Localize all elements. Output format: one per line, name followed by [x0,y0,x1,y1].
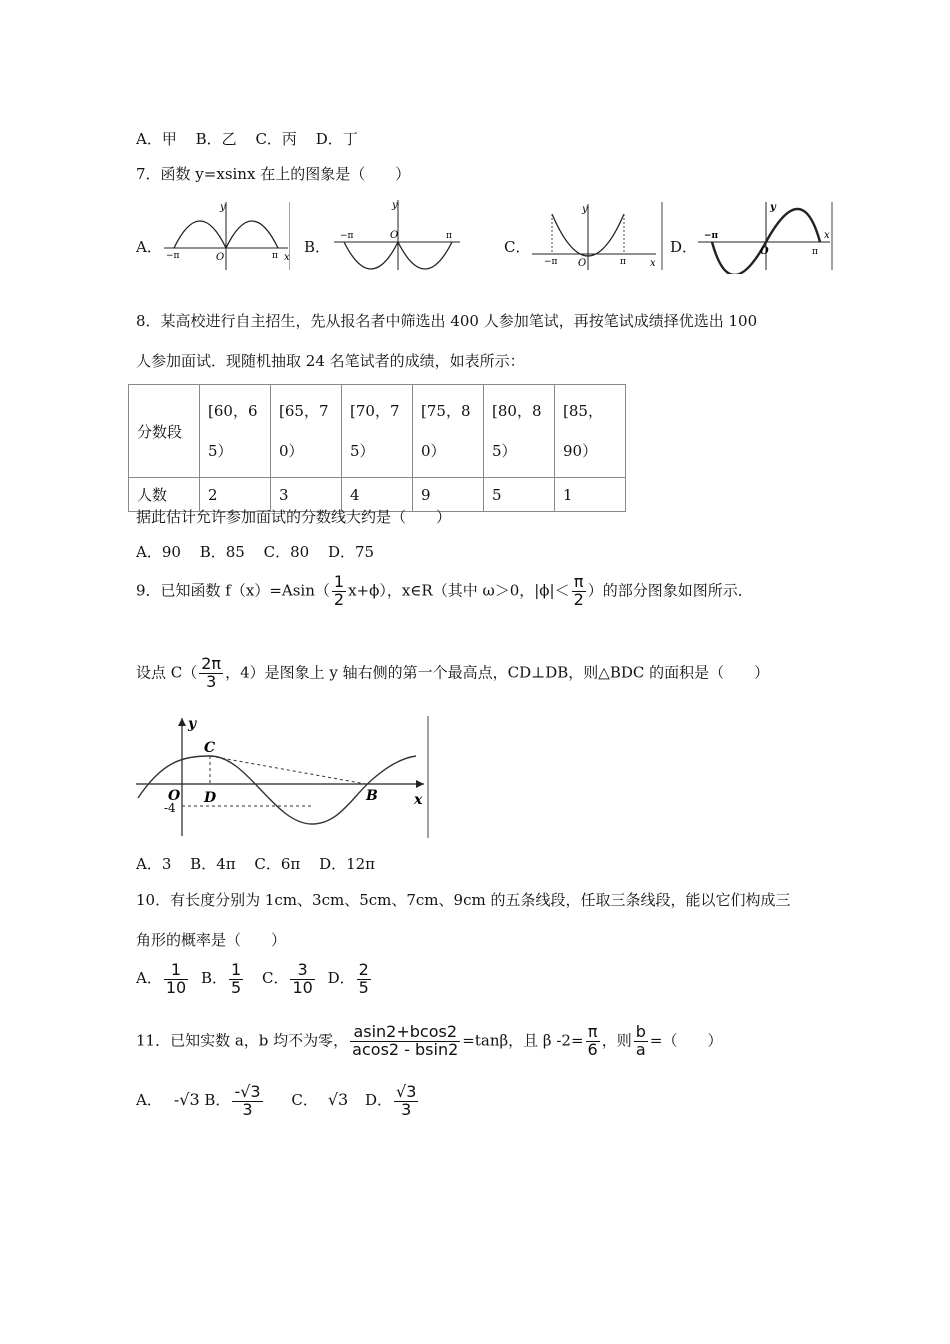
table-cell: 3 [271,478,342,512]
q8-option-d: D．75 [327,543,375,561]
q7d-x-label: x [824,230,830,241]
table-cell: [65，7 0） [271,385,342,478]
q7b-pi: π [446,231,452,241]
q10-stem-line2: 角形的概率是（ ） [136,931,287,949]
q7c-pi: π [620,257,626,267]
q6-options [136,128,372,149]
q9-option-d: D．12π [319,855,376,873]
table-cell: [60，6 5） [200,385,271,478]
q10-option-a: A． $\frac{1}{10}$ [136,960,187,997]
q7b-y-label: y [392,200,398,211]
q8-option-c: C．80 [263,543,310,561]
table-header-score-range: 分数段 [129,385,200,478]
table-row [129,385,626,478]
table-cell: [85， 90） [555,385,626,478]
q7a-y-label: y [220,202,226,213]
q8-stem-line1: 8．某高校进行自主招生，先从报名者中筛选出 400 人参加笔试，再按笔试成绩择优选出 100 [136,312,758,330]
q7d-neg-pi: −π [704,231,719,241]
table-cell: [70，7 5） [342,385,413,478]
table-header-count: 人数 [129,478,200,512]
q7-graph-d [694,198,834,274]
q11-stem: 11．已知实数 a，b 均不为零， $\frac{asin2+bcos2}{acos2 - bsin2}$ =tanβ，且 β -2= $\frac{\pi}{6}$ ，则 $\frac{b}{a}$ =（ ） [136,1022,723,1059]
q7a-x-label: x [284,252,290,263]
q7d-y-label: y [770,202,776,213]
fraction-2pi-over-3: $\frac{2\pi}{3}$ [201,654,222,691]
q10-stem-line1: 10．有长度分别为 1cm、3cm、5cm、7cm、9cm 的五条线段，任取三条线段，能以它们构成三 [136,891,791,909]
q10-option-c: C． $\frac{3}{10}$ [261,960,313,997]
q7b-neg-pi: −π [340,231,354,241]
fraction-one-half: $\frac{1}{2}$ [333,572,345,609]
q8-option-b: B．85 [199,543,245,561]
q6-option-b: B．乙 [195,130,237,148]
q7c-x-label: x [650,258,656,269]
q9-point-c: C [204,740,216,756]
table-cell: 1 [555,478,626,512]
q11-option-d: D． $\frac{√3}{3}$ [365,1082,417,1119]
q10-option-b: B． $\frac{1}{5}$ [200,960,242,997]
q7d-origin: O [760,246,769,257]
table-cell: [80，8 5） [484,385,555,478]
q7-graph-b [330,198,465,274]
q8-score-table [128,384,626,512]
q8-question: 据此估计允许参加面试的分数线大约是（ ） [136,508,452,526]
table-cell: 5 [484,478,555,512]
table-cell: 2 [200,478,271,512]
q9-origin: O [168,788,181,804]
q6-option-c: C．丙 [255,130,297,148]
q9-option-a: A．3 [136,855,172,873]
table-cell: 4 [342,478,413,512]
q8-options [136,541,388,562]
q7c-origin: O [578,258,587,269]
q9-y-label: y [188,716,197,732]
fraction-b-over-a: $\frac{b}{a}$ [635,1022,646,1059]
q7-label-d: D． [670,238,698,256]
q7d-pi: π [812,247,818,257]
q10-option-d: D． $\frac{2}{5}$ [327,960,369,997]
q9-option-b: B．4π [190,855,236,873]
q11-main-fraction: $\frac{asin2+bcos2}{acos2 - bsin2}$ [352,1022,459,1059]
q9-point-d: D [204,790,217,806]
q7-stem: 7．函数 y=xsinx 在上的图象是（ ） [136,165,411,183]
q7b-origin: O [390,230,399,241]
q8-option-a: A．90 [136,543,181,561]
fraction-pi-over-2: $\frac{\pi}{2}$ [573,572,584,609]
table-cell: 9 [413,478,484,512]
q9-x-label: x [414,792,423,808]
q7c-y-label: y [582,204,588,215]
q7a-neg-pi: −π [166,251,180,261]
q9-neg4: -4 [164,801,176,815]
q7a-origin: O [216,252,225,263]
q11-option-b: B． $\frac{-√3}{3}$ [204,1082,261,1119]
q9-option-c: C．6π [254,855,301,873]
q7-graph-a [160,198,290,274]
q11-options [136,1084,420,1119]
q9-options [136,853,389,874]
q11-option-c: C． √3 [291,1090,349,1110]
fraction-pi-over-6: $\frac{\pi}{6}$ [587,1022,598,1059]
q8-stem-line2: 人参加面试．现随机抽取 24 名笔试者的成绩，如表所示： [136,352,525,370]
q7c-neg-pi: −π [544,257,558,267]
q9-sine-graph [134,714,434,840]
q7a-pi: π [272,251,278,261]
q7-label-a: A． [136,238,162,256]
q9-point-b: B [366,788,378,804]
q7-graph-c [528,198,668,274]
q9-stem-line2: 设点 C（ $\frac{2\pi}{3}$ ，4）是图象上 y 轴右侧的第一个最高点，CD⊥DB，则△BDC 的面积是（ ） [136,654,770,691]
q11-option-a: A． -√3 [136,1090,200,1110]
q7-label-b: B． [304,238,331,256]
q6-option-d: D．丁 [315,130,358,148]
q6-option-a: A．甲 [136,130,177,148]
table-cell: [75，8 0） [413,385,484,478]
q7-graphs [136,198,830,274]
q7-label-c: C． [504,238,531,256]
q10-options [136,962,373,997]
q9-stem-line1: 9．已知函数 f（x）=Asin（ $\frac{1}{2}$ x+ϕ），x∈R（其中 ω＞0，|ϕ|＜ $\frac{\pi}{2}$ ）的部分图象如图所示． [136,572,753,609]
